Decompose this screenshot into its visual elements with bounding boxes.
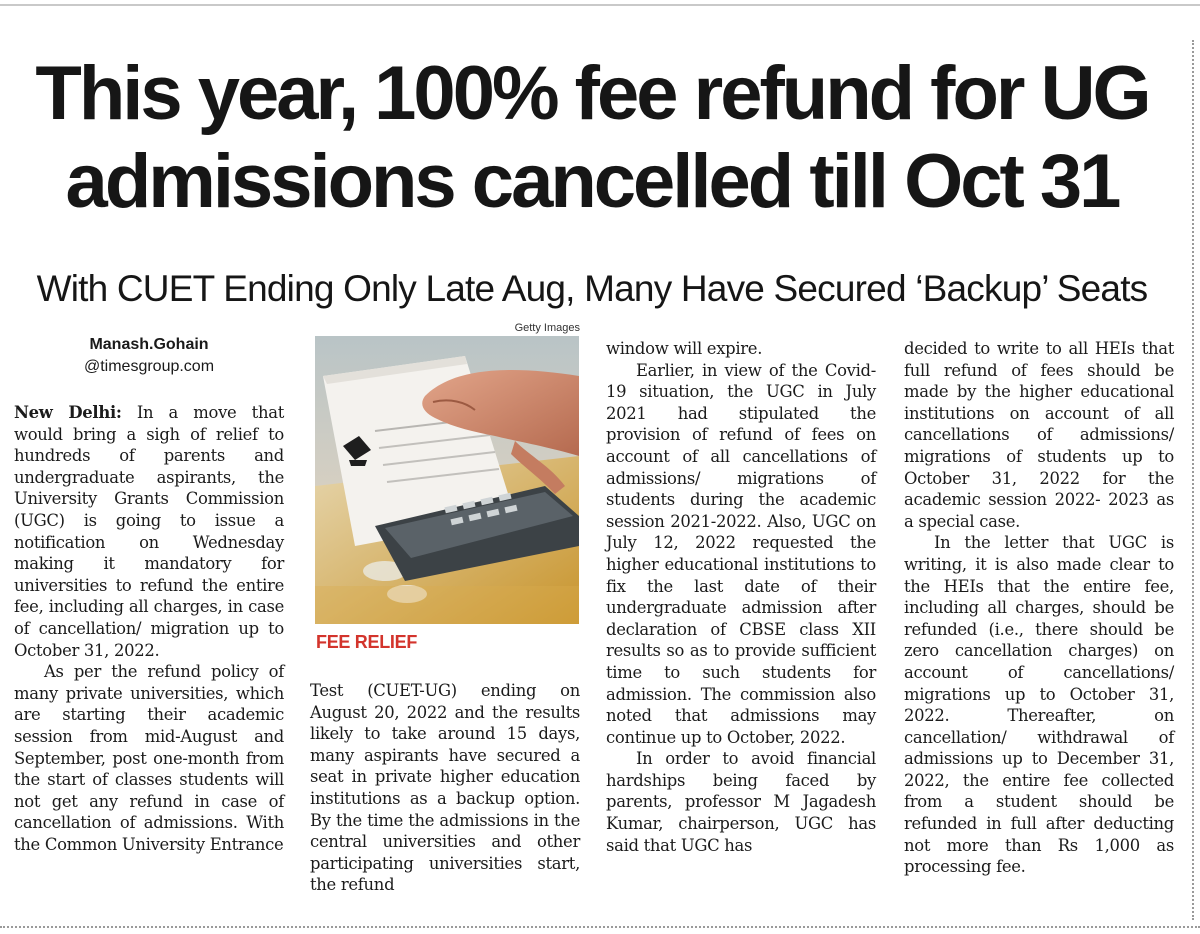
byline-name: Manash.Gohain xyxy=(89,336,209,353)
byline xyxy=(14,334,284,378)
article-column-3 xyxy=(606,338,876,856)
paragraph: In order to avoid financial hardships being faced by parents, professor M Jagadesh Kumar, chairperson, UGC has said that UGC has xyxy=(606,749,876,855)
paragraph: Earlier, in view of the Covid-19 situation, the UGC in July 2021 had stipulated the provision of refund of fees on account of all cancellations of admissions/ migrations of students during the academic session 2021-2022. Also, UGC on July 12, 2022 requested the higher educational institutions to fix the last date of their undergraduate admission after declaration of CBSE class XII results so as to provide sufficient time to such students for admission. The commission also noted that admissions may continue up to October, 2022. xyxy=(606,360,876,747)
paragraph: decided to write to all HEIs that full refund of fees should be made by the higher educational institutions on account of all cancellations of admissions/ migrations of students up to October 31, 2022 for the academic session 2022- 2023 as a special case. xyxy=(904,339,1174,531)
photo-caption: FEE RELIEF xyxy=(316,632,418,652)
photo-credit: Getty Images xyxy=(514,322,580,334)
column-rule-right xyxy=(1192,40,1194,920)
photo-block xyxy=(313,320,580,624)
top-rule xyxy=(0,4,1200,6)
paragraph: Test (CUET-UG) ending on August 20, 2022 and the results likely to take around 15 days, many aspirants have secured a seat in private higher education institutions as a backup option. By the time the admissions in the central universities and other participating universities start, the refund xyxy=(310,681,580,895)
paragraph: In the letter that UGC is writing, it is also made clear to the HEIs that the entire fee, including all charges, should be refunded (i.e., there should be zero cancellation charges) on account of cancellations/ migrations up to October 31, 2022. Thereafter, on cancellation/ withdrawal of admissions up to December 31, 2022, the entire fee collected from a student should be refunded in full after deducting not more than Rs 1,000 as processing fee. xyxy=(904,533,1174,877)
paragraph xyxy=(14,402,284,661)
byline-email: @timesgroup.com xyxy=(83,358,215,375)
headline xyxy=(0,50,1184,226)
paragraph-text: In a move that would bring a sigh of relief to hundreds of parents and undergraduate aspirants, the University Grants Commission (UGC) is going to issue a notification on Wednesday making it mandatory for universities to refund the entire fee, including all charges, in case of cancellation/ migration up to October 31, 2022. xyxy=(14,403,284,660)
headline-line-2: admissions cancelled till Oct 31 xyxy=(65,139,1119,224)
article-column-1 xyxy=(14,402,284,855)
dateline: New Delhi: xyxy=(14,403,122,422)
article-column-4 xyxy=(904,338,1174,878)
fee-receipt-photo xyxy=(315,336,579,624)
subheadline: With CUET Ending Only Late Aug, Many Have Secured ‘Backup’ Seats xyxy=(36,268,1148,309)
paragraph: window will expire. xyxy=(606,339,763,358)
article-column-2 xyxy=(310,680,580,896)
column-rule-bottom xyxy=(0,926,1200,928)
headline-line-1: This year, 100% fee refund for UG xyxy=(35,51,1149,136)
paragraph: As per the refund policy of many private universities, which are starting their academic session from mid-August and September, post one-month from the start of classes students will not get any refund in case of cancellation of admissions. With the Common University Entrance xyxy=(14,662,284,854)
